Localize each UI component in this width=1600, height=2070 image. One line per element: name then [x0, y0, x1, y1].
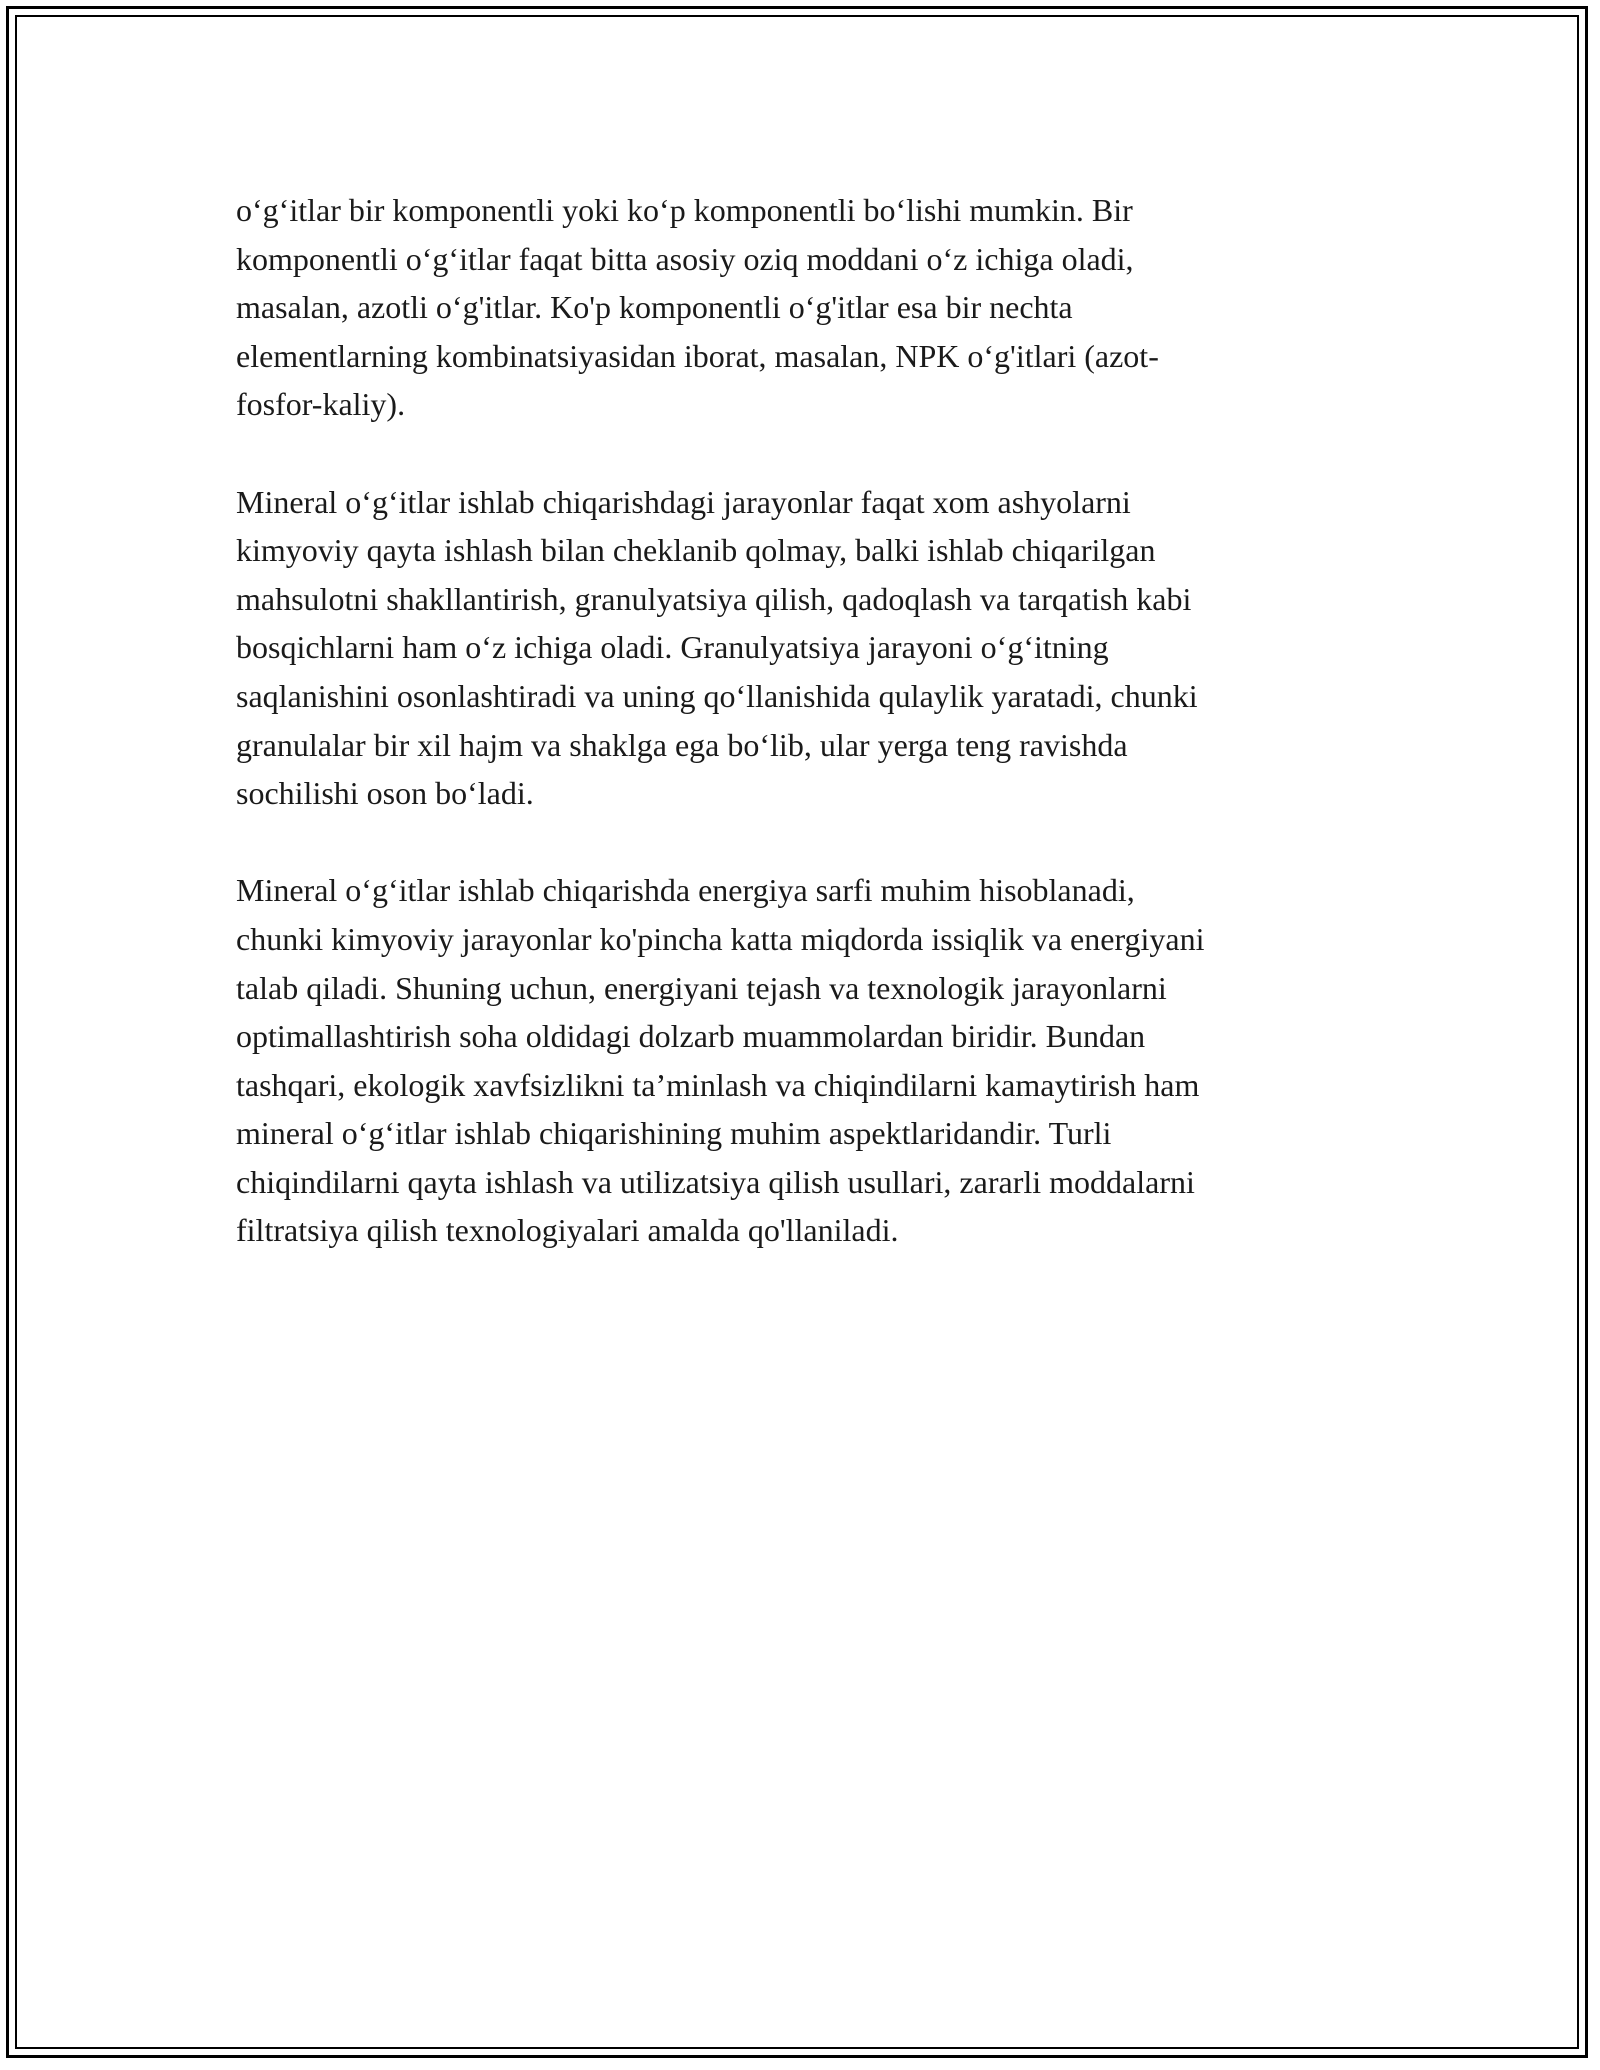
paragraph-line: chiqindilarni qayta ishlash va utilizatsiya qilish usullari, zararli moddalarni — [236, 1163, 1195, 1200]
document-body — [236, 186, 1366, 1304]
paragraph-line: Mineral o‘g‘itlar ishlab chiqarishdagi jarayonlar faqat xom ashyolarni — [236, 483, 1131, 520]
paragraph-line: kimyoviy qayta ishlash bilan cheklanib qolmay, balki ishlab chiqarilgan — [236, 532, 1156, 569]
paragraph-line: o‘g‘itlar bir komponentli yoki ko‘p komponentli bo‘lishi mumkin. Bir — [236, 192, 1133, 228]
paragraph-line: Mineral o‘g‘itlar ishlab chiqarishda energiya sarfi muhim hisoblanadi, — [236, 872, 1135, 909]
paragraph-line: mineral o‘g‘itlar ishlab chiqarishining muhim aspektlaridandir. Turli — [236, 1115, 1112, 1152]
paragraph-line: saqlanishini osonlashtiradi va uning qo‘llanishida qulaylik yaratadi, chunki — [236, 677, 1198, 714]
paragraph-1 — [236, 186, 1366, 429]
paragraph-line: masalan, azotli o‘g'itlar. Ko'p komponentli o‘g'itlar esa bir nechta — [236, 289, 1073, 326]
paragraph-line: komponentli o‘g‘itlar faqat bitta asosiy oziq moddani o‘z ichiga oladi, — [236, 240, 1134, 277]
paragraph-line: sochilishi oson bo‘ladi. — [236, 775, 534, 812]
paragraph-line: elementlarning kombinatsiyasidan iborat, masalan, NPK o‘g'itlari (azot- — [236, 337, 1159, 374]
paragraph-line: fosfor-kaliy). — [236, 386, 406, 423]
paragraph-2 — [236, 478, 1366, 818]
paragraph-line: talab qiladi. Shuning uchun, energiyani tejash va texnologik jarayonlarni — [236, 969, 1167, 1006]
paragraph-line: granulalar bir xil hajm va shaklga ega bo‘lib, ular yerga teng ravishda — [236, 726, 1128, 763]
paragraph-line: filtratsiya qilish texnologiyalari amalda qo'llaniladi. — [236, 1212, 899, 1249]
paragraph-line: bosqichlarni ham o‘z ichiga oladi. Granulyatsiya jarayoni o‘g‘itning — [236, 629, 1109, 666]
paragraph-line: optimallashtirish soha oldidagi dolzarb muammolardan biridir. Bundan — [236, 1018, 1146, 1055]
paragraph-line: tashqari, ekologik xavfsizlikni ta’minlash va chiqindilarni kamaytirish ham — [236, 1066, 1200, 1103]
paragraph-3 — [236, 866, 1366, 1255]
paragraph-line: chunki kimyoviy jarayonlar ko'pincha katta miqdorda issiqlik va energiyani — [236, 920, 1205, 957]
paragraph-line: mahsulotni shakllantirish, granulyatsiya qilish, qadoqlash va tarqatish kabi — [236, 580, 1192, 617]
